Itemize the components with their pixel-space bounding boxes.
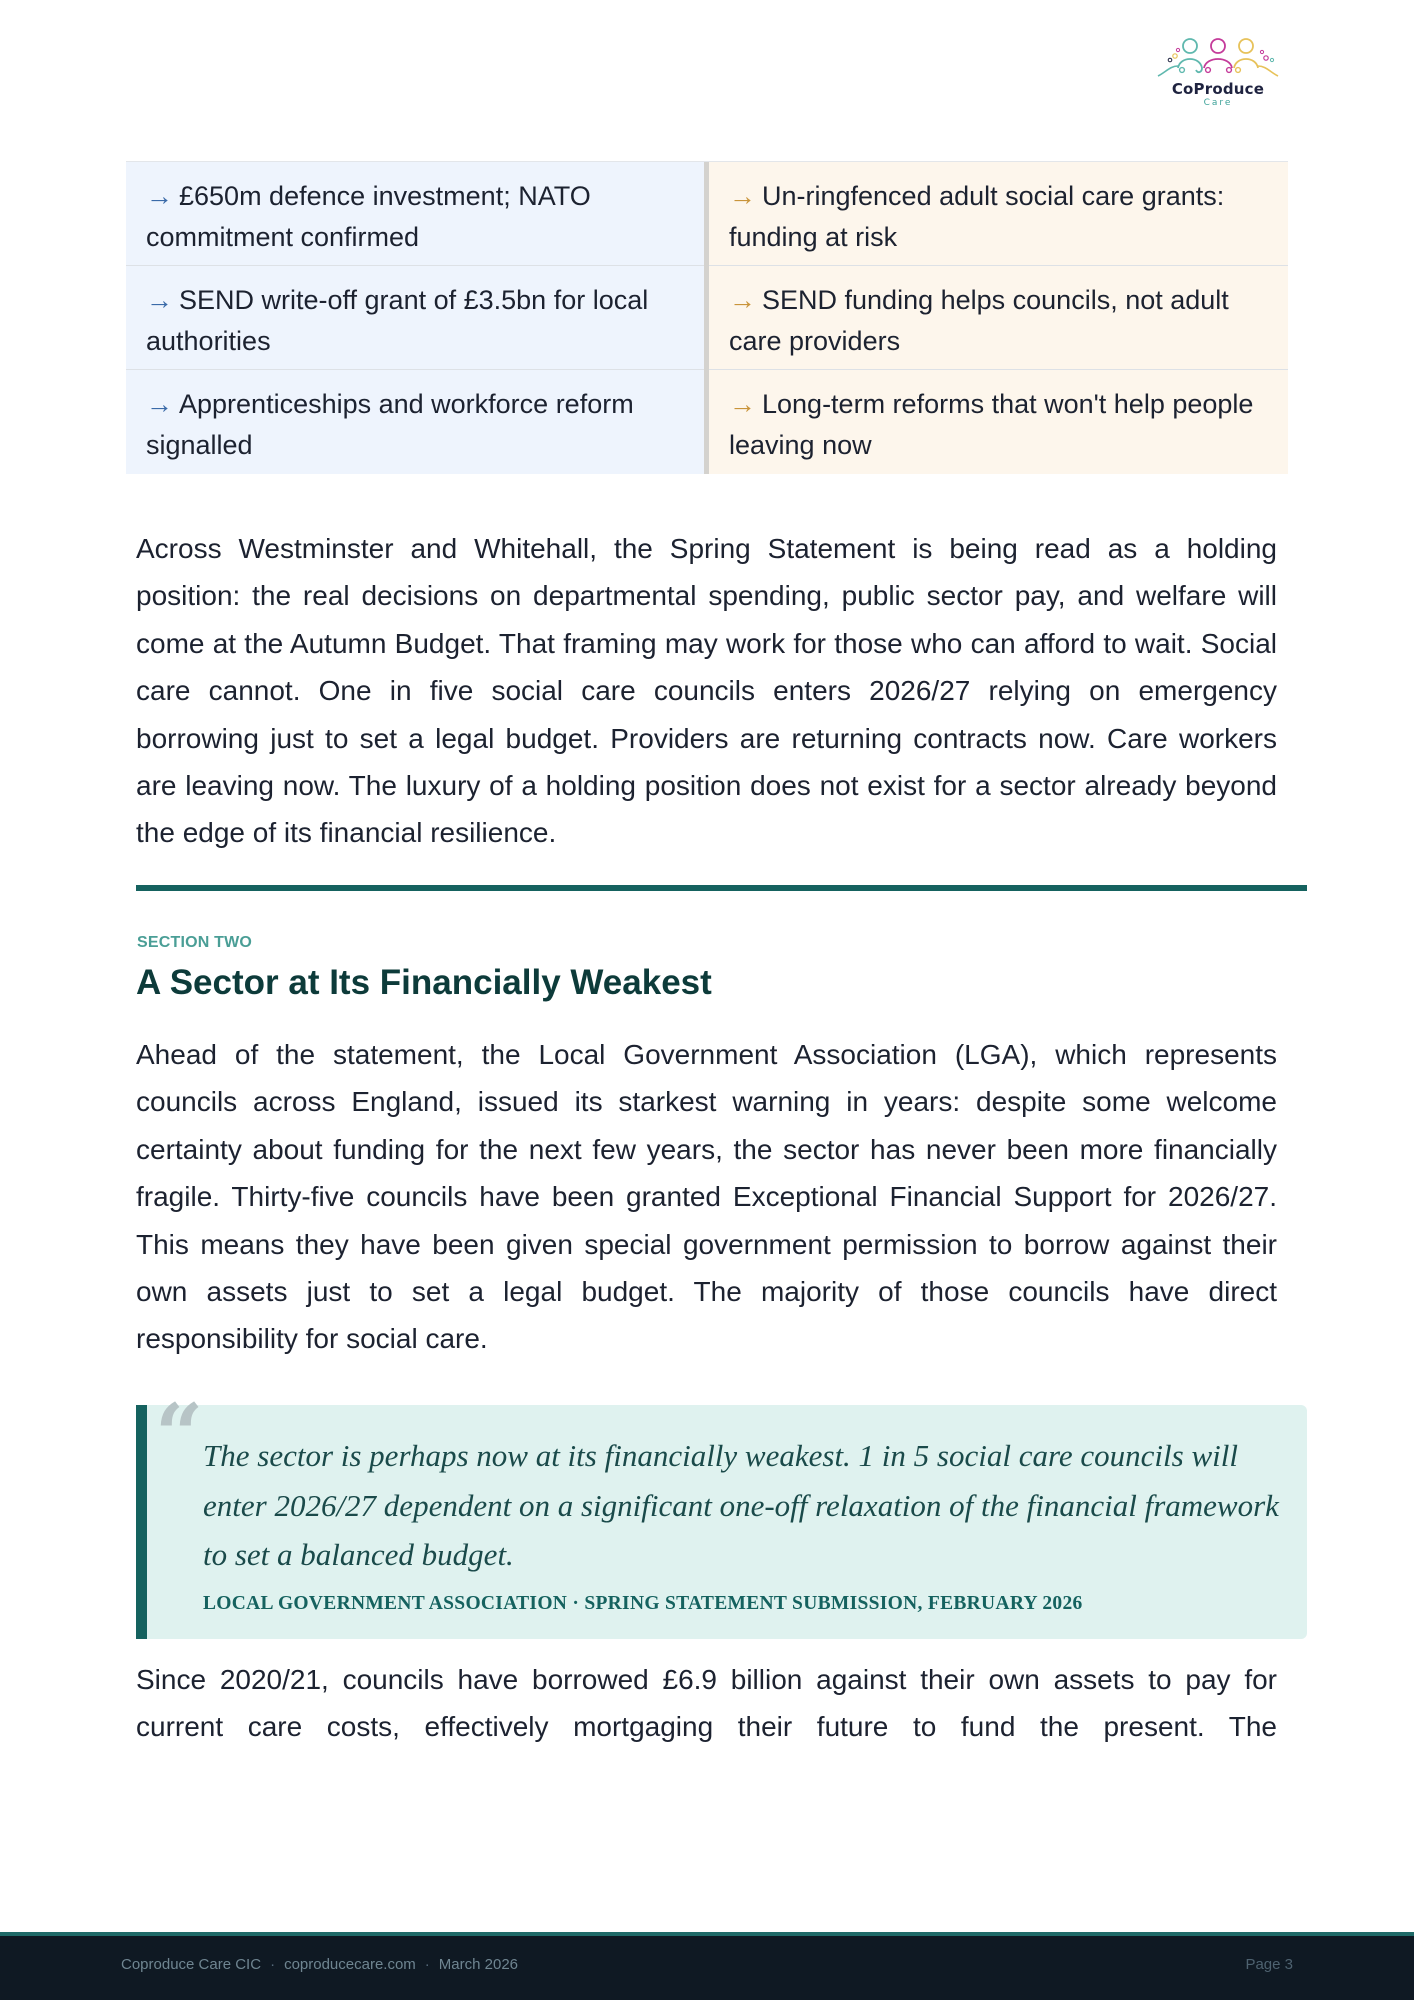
comparison-item bbox=[709, 266, 1288, 370]
comparison-item-text: Long-term reforms that won't help people leaving now bbox=[729, 389, 1254, 460]
arrow-right-icon: → bbox=[146, 389, 173, 419]
comparison-table bbox=[126, 161, 1288, 474]
arrow-right-icon: → bbox=[729, 389, 756, 419]
footer-separator: · bbox=[270, 1956, 276, 1973]
footer-separator: · bbox=[424, 1956, 430, 1973]
arrow-right-icon: → bbox=[729, 181, 756, 211]
arrow-right-icon: → bbox=[146, 285, 173, 315]
arrow-right-icon: → bbox=[729, 285, 756, 315]
footer-website-link[interactable]: coproducecare.com bbox=[284, 1956, 416, 1973]
body-paragraph: Across Westminster and Whitehall, the Spring Statement is being read as a holding position: the real decisions on departmental spending, public sector pay, and welfare will come at the Autumn Budget. That framing may work for those who can afford to wait. Social care cannot. One in five social care councils enters 2026/27 relying on emergency borrowing just to set a legal budget. Providers are returning contracts now. Care workers are leaving now. The luxury of a holding position does not exist for a sector already beyond the edge of its financial resilience. bbox=[136, 533, 1277, 849]
comparison-item-text: Apprenticeships and workforce reform signalled bbox=[146, 389, 634, 460]
comparison-item bbox=[126, 162, 704, 266]
coproduce-care-logo bbox=[1156, 36, 1280, 112]
comparison-item bbox=[126, 266, 704, 370]
comparison-item bbox=[709, 162, 1288, 266]
comparison-item-text: SEND write-off grant of £3.5bn for local authorities bbox=[146, 285, 649, 356]
comparison-item bbox=[126, 370, 704, 474]
section-label: SECTION TWO bbox=[137, 934, 253, 951]
body-paragraph: Since 2020/21, councils have borrowed £6.9 billion against their own assets to pay for current care costs, effectively mortgaging their future to fund the present. The bbox=[136, 1664, 1277, 1743]
logo-wordmark: CoProduce bbox=[1171, 80, 1265, 98]
comparison-item bbox=[709, 370, 1288, 474]
footer-date: March 2026 bbox=[438, 1956, 519, 1973]
quote-mark-icon: “ bbox=[155, 1385, 204, 1484]
section-title: A Sector at Its Financially Weakest bbox=[136, 963, 712, 1002]
section-divider bbox=[136, 885, 1307, 891]
quote-citation: LOCAL GOVERNMENT ASSOCIATION · SPRING STATEMENT SUBMISSION, FEBRUARY 2026 bbox=[203, 1593, 1083, 1614]
comparison-column-negative bbox=[709, 162, 1288, 474]
page-footer bbox=[0, 1932, 1414, 2000]
page-number: Page 3 bbox=[1245, 1956, 1293, 1973]
quote-text: The sector is perhaps now at its financially weakest. 1 in 5 social care councils will enter 2026/27 dependent on a significant one-off relaxation of the financial framework to set a balanced budget. bbox=[203, 1438, 1279, 1572]
comparison-column-positive bbox=[126, 162, 704, 474]
comparison-item-text: SEND funding helps councils, not adult care providers bbox=[729, 285, 1229, 356]
body-paragraph: Ahead of the statement, the Local Government Association (LGA), which represents councils across England, issued its starkest warning in years: despite some welcome certainty about funding for the next few years, the sector has never been more financially fragile. Thirty-five councils have been granted Exceptional Financial Support for 2026/27. This means they have been given special government permission to borrow against their own assets just to set a legal budget. The majority of those councils have direct responsibility for social care. bbox=[136, 1039, 1277, 1355]
logo-subtitle: Care bbox=[1203, 98, 1233, 108]
footer-info bbox=[121, 1956, 518, 1973]
comparison-item-text: £650m defence investment; NATO commitment confirmed bbox=[146, 181, 591, 252]
people-logo-icon bbox=[1156, 36, 1280, 82]
comparison-item-text: Un-ringfenced adult social care grants: funding at risk bbox=[729, 181, 1225, 252]
footer-org: Coproduce Care CIC bbox=[121, 1956, 262, 1973]
arrow-right-icon: → bbox=[146, 181, 173, 211]
pull-quote bbox=[136, 1385, 1307, 1639]
